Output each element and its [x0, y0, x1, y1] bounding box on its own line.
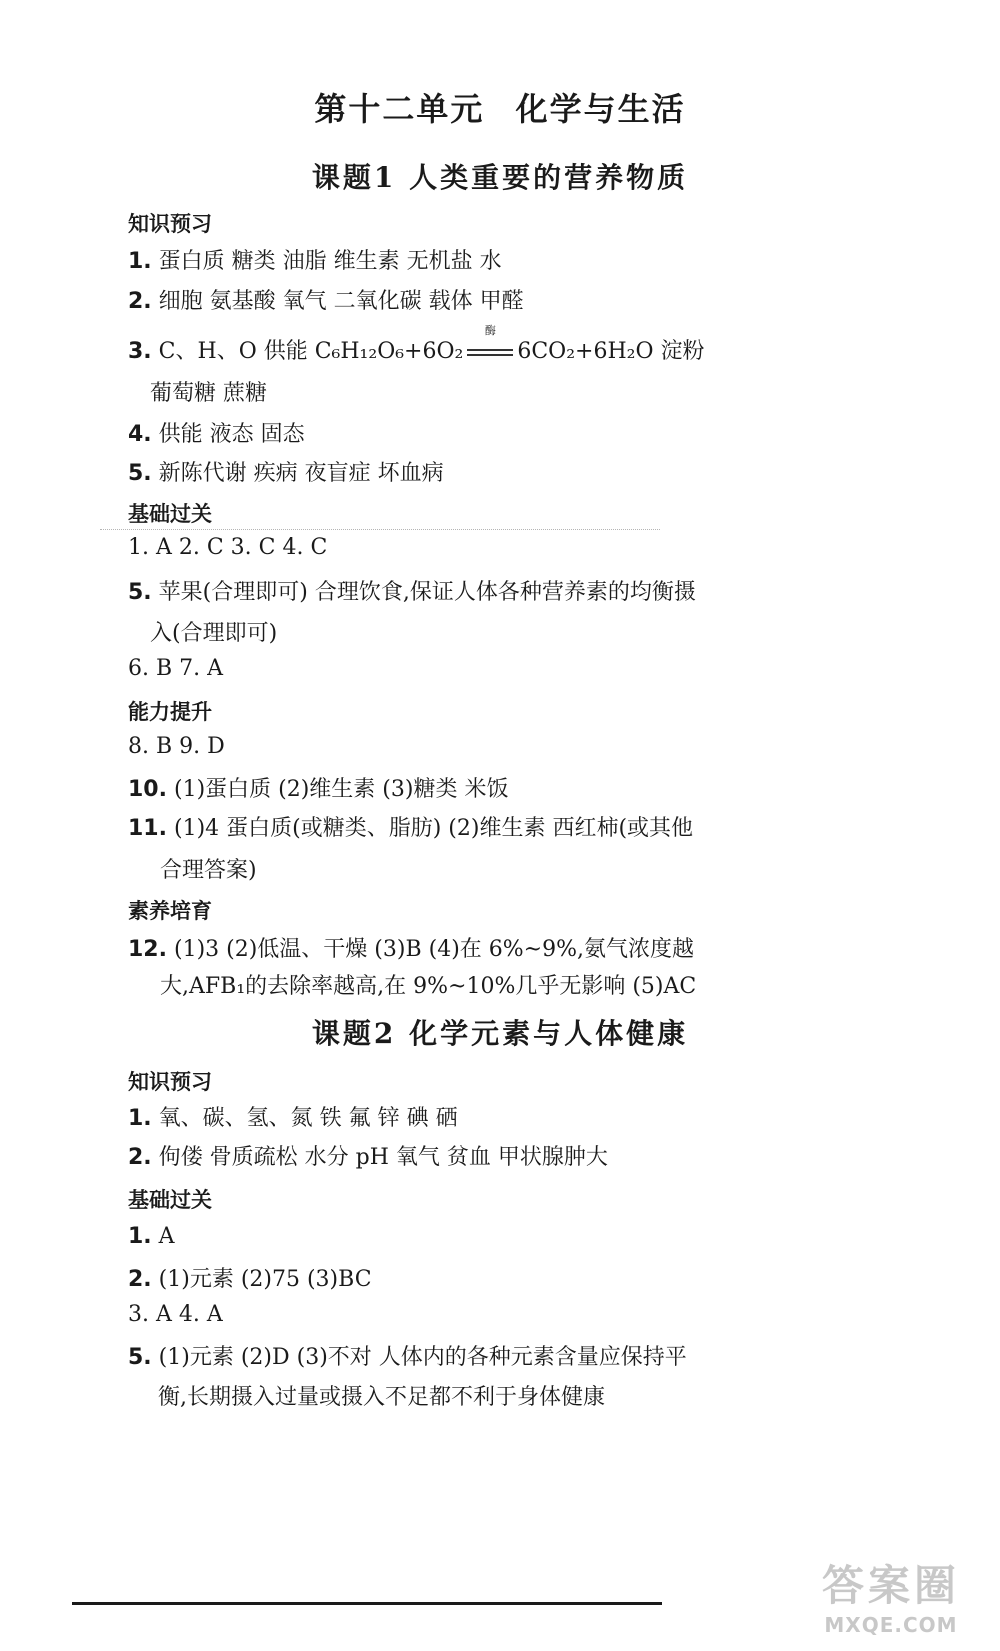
- answer-line-cont: 大,AFB₁的去除率越高,在 9%~10%几乎无影响 (5)AC: [160, 974, 697, 999]
- answer-line: 2. 佝偻 骨质疏松 水分 pH 氧气 贫血 甲状腺肿大: [128, 1145, 608, 1170]
- answer-line: 12. (1)3 (2)低温、干燥 (3)B (4)在 6%~9%,氨气浓度越: [128, 937, 695, 962]
- answer-line: 11. (1)4 蛋白质(或糖类、脂肪) (2)维生素 西红柿(或其他: [128, 816, 694, 841]
- answer-line-cont: 合理答案): [160, 858, 257, 883]
- lesson2-title: 课题2 化学元素与人体健康: [311, 1017, 689, 1050]
- answer-line-cont: 衡,长期摄入过量或摄入不足都不利于身体健康: [158, 1385, 605, 1410]
- lesson2-basic-heading: 基础过关: [128, 1188, 212, 1212]
- answer-line-cont: 葡萄糖 蔗糖: [150, 381, 267, 406]
- answer-line: 2. 细胞 氨基酸 氧气 二氧化碳 载体 甲醛: [128, 289, 524, 314]
- answer-line: 5. 新陈代谢 疾病 夜盲症 坏血病: [128, 461, 444, 486]
- answer-line: 4. 供能 液态 固态: [128, 422, 305, 447]
- dotted-divider: [100, 529, 660, 530]
- answer-line: 5. (1)元素 (2)D (3)不对 人体内的各种元素含量应保持平: [128, 1345, 687, 1370]
- answer-line: 1. A 2. C 3. C 4. C: [128, 535, 328, 560]
- equals-arrow-icon: [467, 349, 513, 356]
- answer-line: 3. A 4. A: [128, 1302, 223, 1327]
- answer-line-cont: 入(合理即可): [150, 621, 278, 646]
- answer-line: 1. A: [128, 1224, 175, 1249]
- answer-line: 1. 蛋白质 糖类 油脂 维生素 无机盐 水: [128, 249, 502, 274]
- answer-line: 10. (1)蛋白质 (2)维生素 (3)糖类 米饭: [128, 777, 509, 802]
- answer-line: 6. B 7. A: [128, 656, 224, 681]
- answer-line-equation: 3. C、H、O 供能 C₆H₁₂O₆+6O₂ 酶 6CO₂+6H₂O 淀粉: [128, 324, 705, 364]
- lesson1-title: 课题1 人类重要的营养物质: [311, 161, 689, 194]
- answer-line: 2. (1)元素 (2)75 (3)BC: [128, 1267, 372, 1292]
- lesson1-basic-heading: 基础过关: [128, 502, 212, 526]
- lesson1-ability-heading: 能力提升: [128, 700, 212, 724]
- lesson1-literacy-heading: 素养培育: [128, 899, 212, 923]
- answer-line: 5. 苹果(合理即可) 合理饮食,保证人体各种营养素的均衡摄: [128, 580, 696, 605]
- bottom-rule: [72, 1602, 662, 1605]
- answer-line: 8. B 9. D: [128, 734, 225, 759]
- reaction-condition: 酶: [463, 339, 517, 364]
- watermark-logo: 答案圈 MXQE.COM: [821, 1561, 960, 1637]
- answer-line: 1. 氧、碳、氢、氮 铁 氟 锌 碘 硒: [128, 1106, 458, 1131]
- lesson2-preview-heading: 知识预习: [128, 1070, 212, 1094]
- unit-title: 第十二单元 化学与生活: [314, 90, 686, 128]
- lesson1-preview-heading: 知识预习: [128, 212, 212, 236]
